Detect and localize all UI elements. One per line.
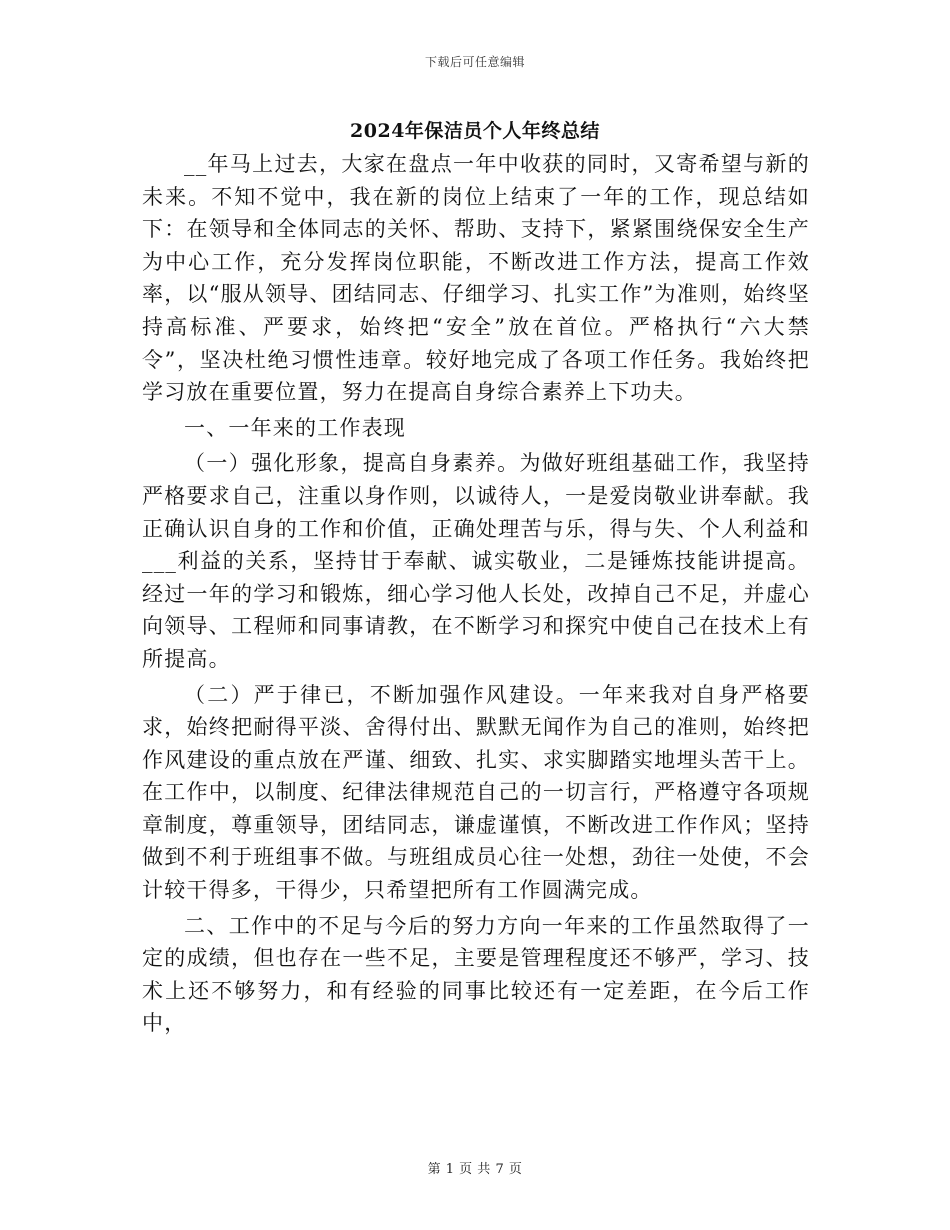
paragraph-self-discipline: （二）严于律已，不断加强作风建设。一年来我对自身严格要求，始终把耐得平淡、舍得付出、默默无闻作为自己的准则，始终把作风建设的重点放在严谨、细致、扎实、求实脚踏实地埋头苦干上。在工作中，以制度、纪律法律规范自己的一切言行，严格遵守各项规章制度，尊重领导，团结同志，谦虚谨慎，不断改进工作作风；坚持做到不利于班组事不做。与班组成员心往一处想，劲往一处使，不会计较干得多，干得少，只希望把所有工作圆满完成。 xyxy=(142,682,810,903)
document-title: 2024年保洁员个人年终总结 xyxy=(350,120,600,142)
paragraph-strengthen-image: （一）强化形象，提高自身素养。为做好班组基础工作，我坚持严格要求自己，注重以身作则，以诚待人，一是爱岗敬业讲奉献。我正确认识自身的工作和价值，正确处理苦与乐，得与失、个人利益和___利益的关系，坚持甘于奉献、诚实敬业，二是锤炼技能讲提高。经过一年的学习和锻炼，细心学习他人长处，改掉自己不足，并虚心向领导、工程师和同事请教，在不断学习和探究中使自己在技术上有所提高。 xyxy=(142,451,810,671)
section-heading-work-performance: 一、一年来的工作表现 xyxy=(184,415,406,440)
page-indicator: 第 1 页 共 7 页 xyxy=(427,1162,523,1177)
paragraph-shortcomings: 二、工作中的不足与今后的努力方向一年来的工作虽然取得了一定的成绩，但也存在一些不足，主要是管理程度还不够严，学习、技术上还不够努力，和有经验的同事比较还有一定差距，在今后工作中， xyxy=(142,913,810,1036)
paragraph-intro: __年马上过去，大家在盘点一年中收获的同时，又寄希望与新的未来。不知不觉中，我在新的岗位上结束了一年的工作，现总结如下：在领导和全体同志的关怀、帮助、支持下，紧紧围绕保安全生产为中心工作，充分发挥岗位职能，不断改进工作方法，提高工作效率，以“服从领导、团结同志、仔细学习、扎实工作”为准则，始终坚持高标准、严要求，始终把“安全”放在首位。严格执行“六大禁令”，坚决杜绝习惯性违章。较好地完成了各项工作任务。我始终把学习放在重要位置，努力在提高自身综合素养上下功夫。 xyxy=(142,152,810,405)
header-note: 下载后可任意编辑 xyxy=(424,55,525,69)
document-body xyxy=(142,148,810,1040)
